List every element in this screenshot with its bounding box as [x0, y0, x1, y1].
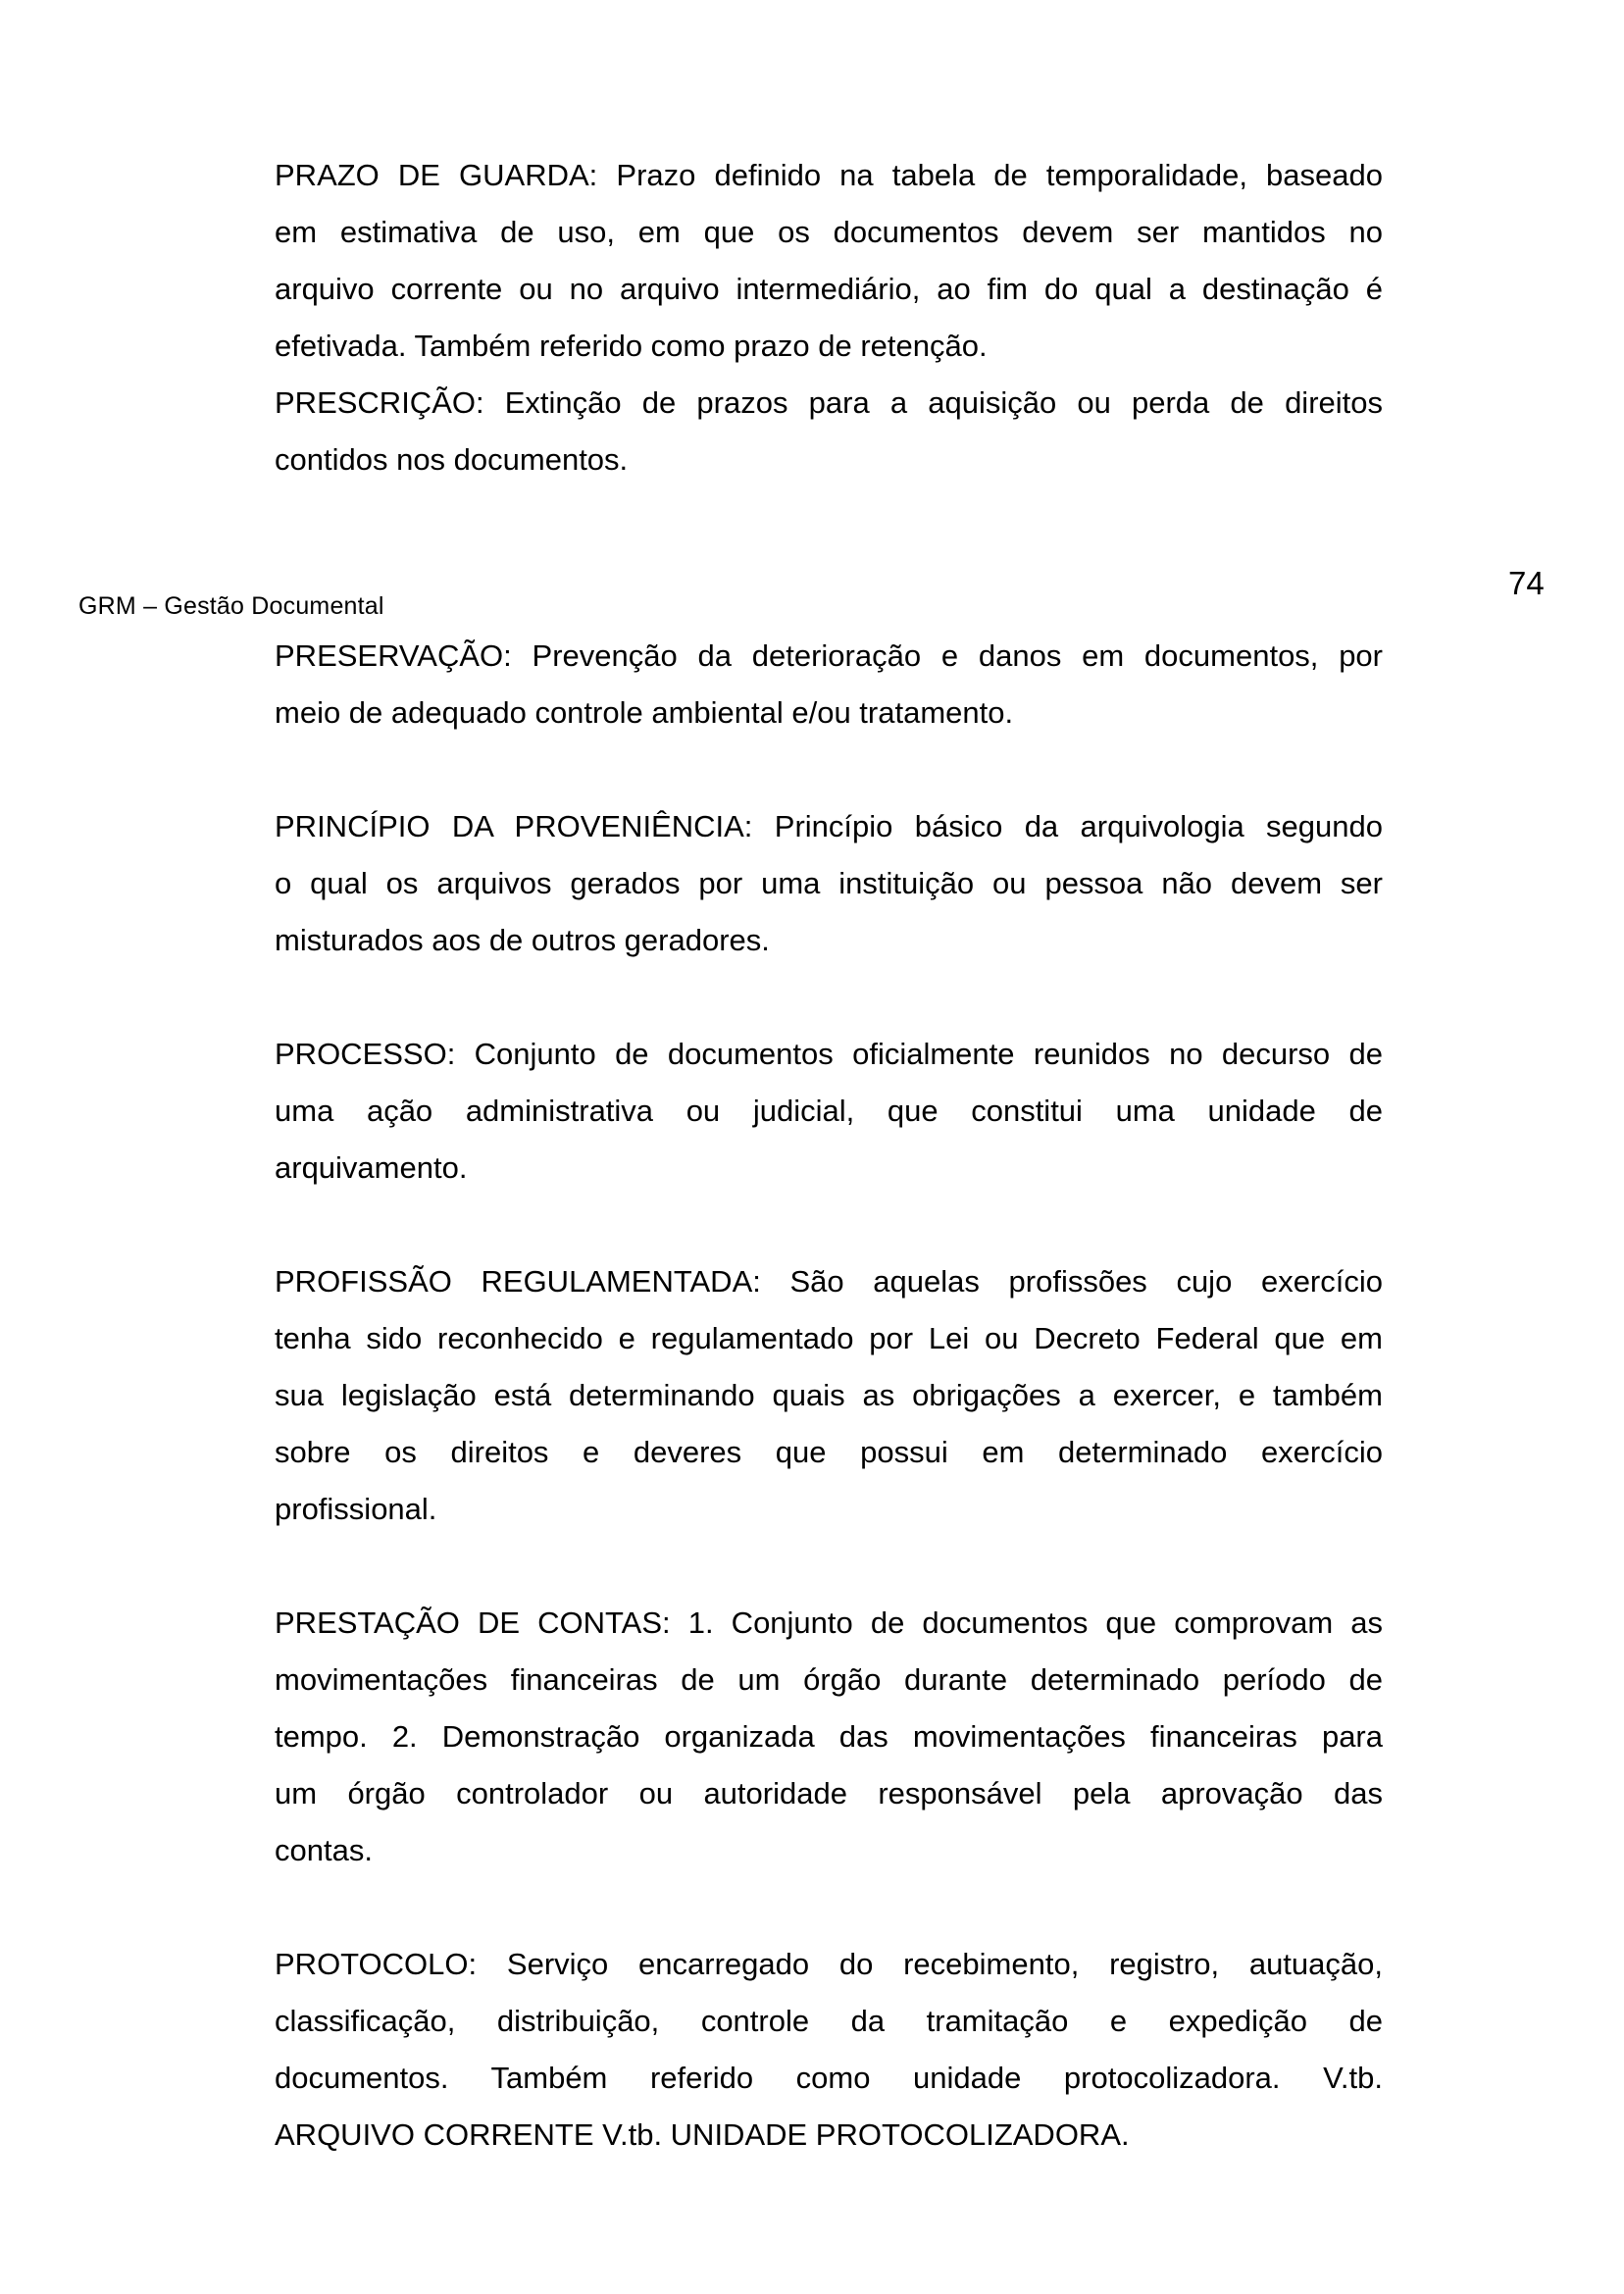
text-line: efetivada. Também referido como prazo de retenção.	[275, 329, 988, 363]
text-line: documentos. Também referido como unidade protocolizadora. V.tb.	[275, 2061, 1383, 2095]
text-line: tenha sido reconhecido e regulamentado por Lei ou Decreto Federal que em	[275, 1321, 1383, 1355]
text-line: PROFISSÃO REGULAMENTADA: São aquelas profissões cujo exercício	[275, 1264, 1383, 1299]
paragraph-profissao-regulamentada	[275, 1253, 1383, 1538]
text-line: arquivo corrente ou no arquivo intermediário, ao fim do qual a destinação é	[275, 272, 1383, 306]
text-line: contidos nos documentos.	[275, 442, 629, 477]
text-line: PRESCRIÇÃO: Extinção de prazos para a aquisição ou perda de direitos	[275, 385, 1383, 420]
paragraph-prazo-de-guarda	[275, 147, 1383, 375]
text-line: um órgão controlador ou autoridade responsável pela aprovação das	[275, 1776, 1383, 1810]
text-line: tempo. 2. Demonstração organizada das movimentações financeiras para	[275, 1719, 1383, 1754]
text-line: PRAZO DE GUARDA: Prazo definido na tabela de temporalidade, baseado	[275, 158, 1383, 192]
page-body-lower	[275, 628, 1383, 2164]
text-line: arquivamento.	[275, 1150, 468, 1185]
paragraph-protocolo	[275, 1936, 1383, 2164]
text-line: PROCESSO: Conjunto de documentos oficialmente reunidos no decurso de	[275, 1037, 1383, 1071]
text-line: profissional.	[275, 1492, 437, 1526]
text-line: misturados aos de outros geradores.	[275, 923, 770, 957]
paragraph-prescricao	[275, 375, 1383, 488]
text-line: sua legislação está determinando quais as obrigações a exercer, e também	[275, 1378, 1383, 1412]
text-line: classificação, distribuição, controle da tramitação e expedição de	[275, 2004, 1383, 2038]
text-line: uma ação administrativa ou judicial, que constitui uma unidade de	[275, 1094, 1383, 1128]
text-line: movimentações financeiras de um órgão durante determinado período de	[275, 1662, 1383, 1697]
text-line: PRESERVAÇÃO: Prevenção da deterioração e danos em documentos, por	[275, 638, 1383, 673]
paragraph-prestacao-de-contas	[275, 1595, 1383, 1879]
text-line: sobre os direitos e deveres que possui em determinado exercício	[275, 1435, 1383, 1469]
paragraph-preservacao	[275, 628, 1383, 741]
page-number: 74	[1508, 565, 1545, 601]
text-line: contas.	[275, 1833, 373, 1867]
paragraph-principio-da-proveniencia	[275, 798, 1383, 969]
running-header: GRM – Gestão Documental	[78, 592, 384, 620]
paragraph-processo	[275, 1026, 1383, 1197]
text-line: o qual os arquivos gerados por uma instituição ou pessoa não devem ser	[275, 866, 1383, 900]
text-line: PRESTAÇÃO DE CONTAS: 1. Conjunto de documentos que comprovam as	[275, 1606, 1383, 1640]
text-line: meio de adequado controle ambiental e/ou tratamento.	[275, 695, 1014, 730]
text-line: PRINCÍPIO DA PROVENIÊNCIA: Princípio básico da arquivologia segundo	[275, 809, 1383, 843]
text-line: ARQUIVO CORRENTE V.tb. UNIDADE PROTOCOLIZADORA.	[275, 2117, 1130, 2152]
text-line: PROTOCOLO: Serviço encarregado do recebimento, registro, autuação,	[275, 1947, 1383, 1981]
page-body-upper	[275, 147, 1383, 488]
text-line: em estimativa de uso, em que os documentos devem ser mantidos no	[275, 215, 1383, 249]
